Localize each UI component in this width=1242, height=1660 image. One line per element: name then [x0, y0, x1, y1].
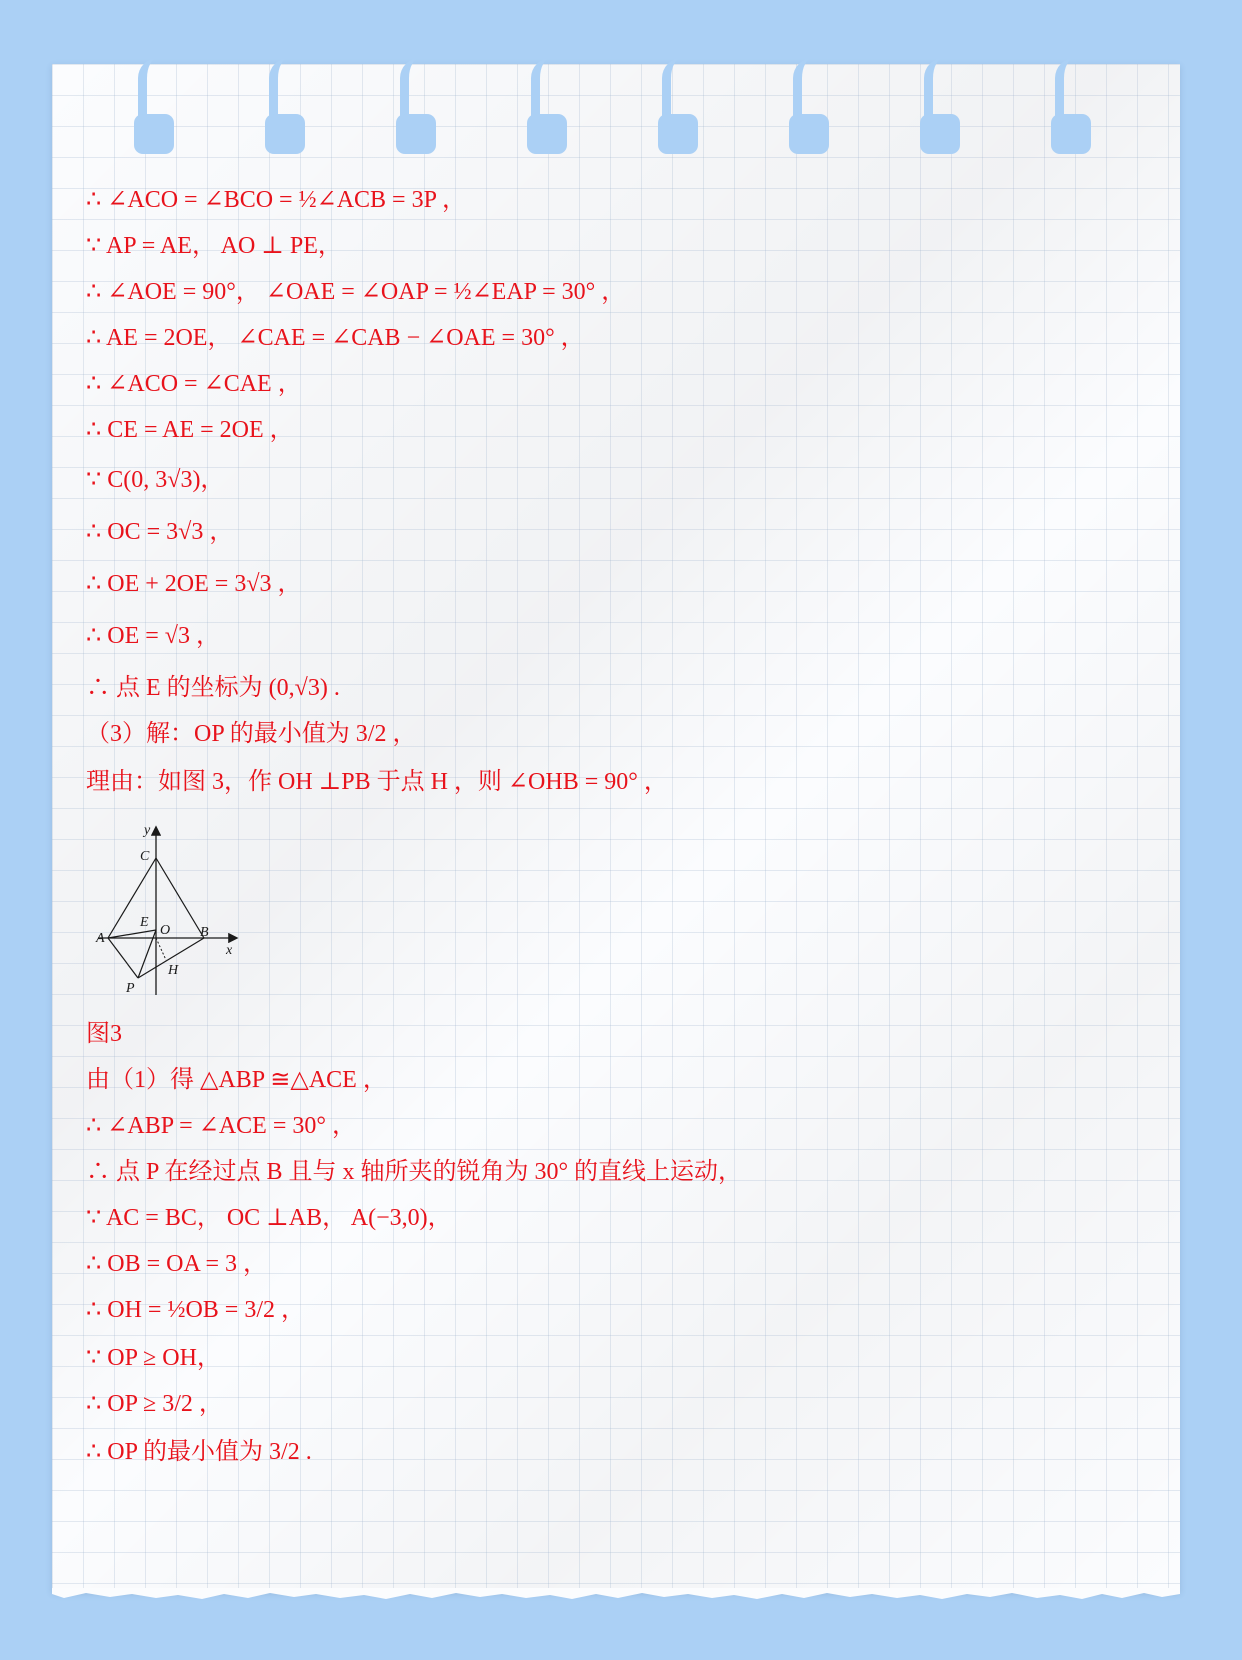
solution-line: ∴ OE = √3 ， — [86, 623, 220, 649]
solution-line: 由（1）得 △ABP ≅△ACE ， — [86, 1067, 387, 1093]
binder-ring — [789, 58, 829, 154]
binder-ring — [920, 58, 960, 154]
solution-line: ∴ ∠ACO = ∠CAE ， — [86, 371, 302, 397]
solution-line: ∴ OH = ½OB = 3/2 ， — [86, 1297, 306, 1323]
solution-line: ∵ AP = AE， AO ⊥ PE， — [86, 233, 342, 259]
geometry-figure — [88, 820, 248, 996]
solution-line: ∴ 点 P 在经过点 B 且与 x 轴所夹的锐角为 30° 的直线上运动， — [86, 1159, 743, 1185]
solution-line: ∴ OP 的最小值为 3/2 . — [86, 1439, 312, 1465]
label-b: B — [200, 925, 209, 940]
label-e: E — [140, 915, 149, 930]
label-y: y — [144, 823, 151, 838]
solution-line: ∴ 点 E 的坐标为 (0,√3) . — [86, 675, 340, 701]
solution-line: ∴ ∠ABP = ∠ACE = 30° ， — [86, 1113, 356, 1139]
binder-ring — [527, 58, 567, 154]
solution-line: ∴ OE + 2OE = 3√3 ， — [86, 571, 302, 597]
solution-line: 理由：如图 3，作 OH ⊥PB 于点 H ，则 ∠OHB = 90° ， — [86, 769, 668, 795]
solution-line: ∴ OP ≥ 3/2 ， — [86, 1391, 223, 1417]
solution-line: ∴ ∠AOE = 90°， ∠OAE = ∠OAP = ½∠EAP = 30° ， — [86, 279, 626, 305]
solution-line: ∵ AC = BC， OC ⊥AB， A(−3,0)， — [86, 1205, 452, 1231]
solution-line: ∴ OB = OA = 3 ， — [86, 1251, 268, 1277]
binder-ring — [265, 58, 305, 154]
binder-ring — [396, 58, 436, 154]
solution-line: （3）解：OP 的最小值为 3/2 ， — [86, 721, 417, 747]
binder-ring — [134, 58, 174, 154]
label-h: H — [168, 963, 179, 978]
solution-line: ∴ ∠ACO = ∠BCO = ½∠ACB = 3P ， — [86, 187, 467, 213]
label-o: O — [160, 923, 171, 938]
label-c: C — [140, 849, 150, 864]
solution-line: ∴ AE = 2OE， ∠CAE = ∠CAB − ∠OAE = 30° ， — [86, 325, 585, 351]
label-a: A — [96, 931, 105, 946]
binder-ring — [1051, 58, 1091, 154]
label-p: P — [126, 981, 135, 996]
solution-line: ∴ CE = AE = 2OE ， — [86, 417, 294, 443]
label-x: x — [226, 943, 233, 958]
figure-caption: 图3 — [86, 1021, 122, 1047]
binder-ring — [658, 58, 698, 154]
solution-line: ∴ OC = 3√3 ， — [86, 519, 234, 545]
solution-line: ∵ OP ≥ OH， — [86, 1345, 221, 1371]
solution-line: ∵ C(0, 3√3)， — [86, 467, 225, 493]
torn-edge — [52, 1588, 1180, 1602]
